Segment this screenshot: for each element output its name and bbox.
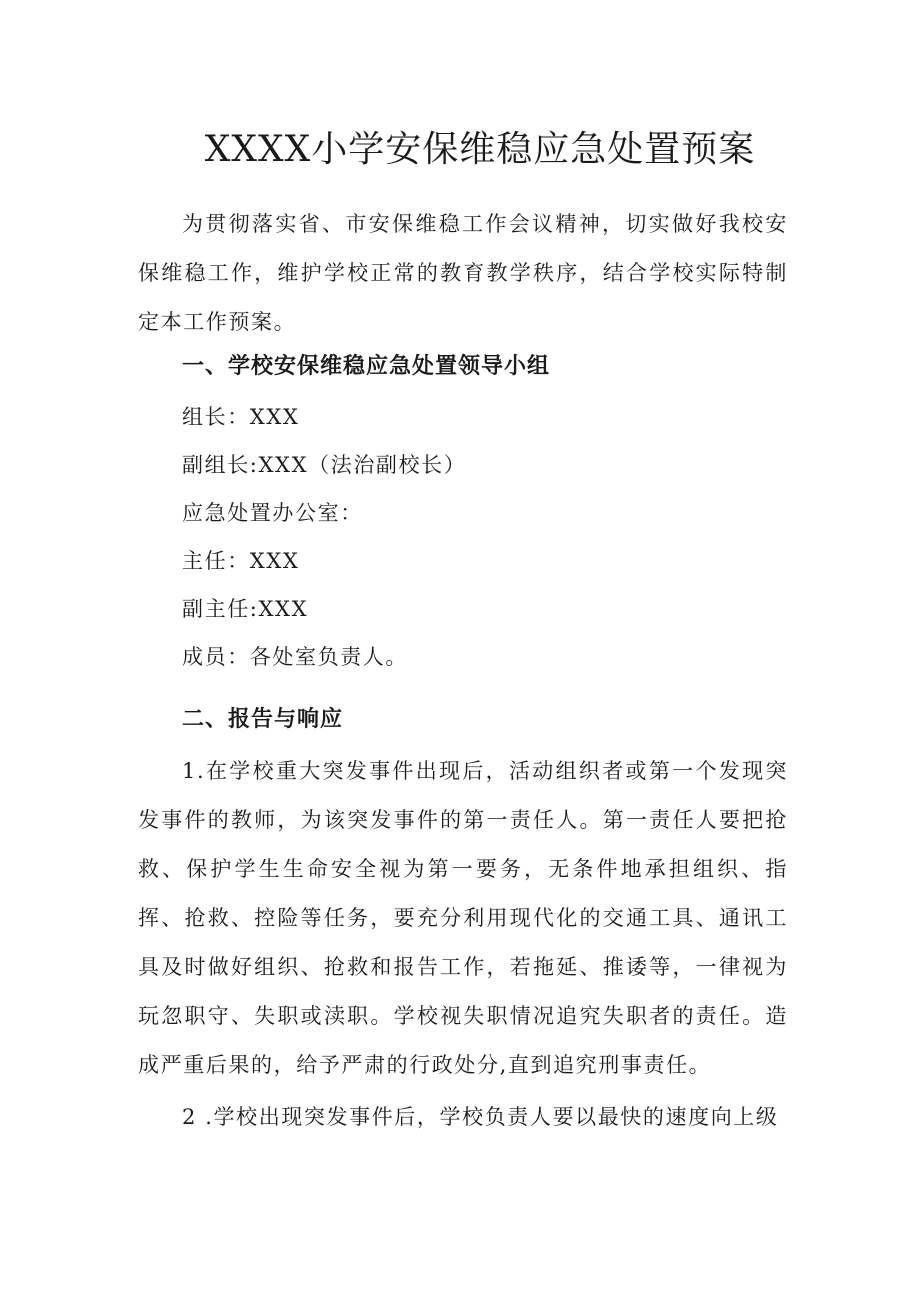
item-1-paragraph: 1.在学校重大突发事件出现后，活动组织者或第一个发现突发事件的教师，为该突发事件的第一责任人。第一责任人要把抢救、保护学生生命安全视为第一要务，无条件地承担组织、指挥、抢救、控险等任务，要充分利用现代化的交通工具、通讯工具及时做好组织、抢救和报告工作，若拖延、推诿等，一律视为玩忽职守、失职或渎职。学校视失职情况追究失职者的责任。造成严重后果的，给予严肃的行政处分,直到追究刑事责任。 xyxy=(138,759,788,1077)
director-line: 主任：XXX xyxy=(182,549,300,573)
deputy-leader-line: 副组长:XXX（法治副校长） xyxy=(182,453,467,477)
intro-paragraph: 为贯彻落实省、市安保维稳工作会议精神，切实做好我校安保维稳工作，维护学校正常的教育教学秩序，结合学校实际特制定本工作预案。 xyxy=(138,212,788,334)
office-line: 应急处置办公室： xyxy=(182,501,363,525)
deputy-director-line: 副主任:XXX xyxy=(182,597,309,621)
leader-line: 组长：XXX xyxy=(182,405,300,429)
members-line: 成员：各处室负责人。 xyxy=(182,645,408,669)
section-2-heading: 二、报告与响应 xyxy=(182,707,344,732)
item-2-paragraph: 2 .学校出现突发事件后，学校负责人要以最快的速度向上级 xyxy=(182,1105,779,1129)
document-title: XXXX小学安保维稳应急处置预案 xyxy=(204,129,756,170)
section-1-heading: 一、学校安保维稳应急处置领导小组 xyxy=(182,354,551,379)
